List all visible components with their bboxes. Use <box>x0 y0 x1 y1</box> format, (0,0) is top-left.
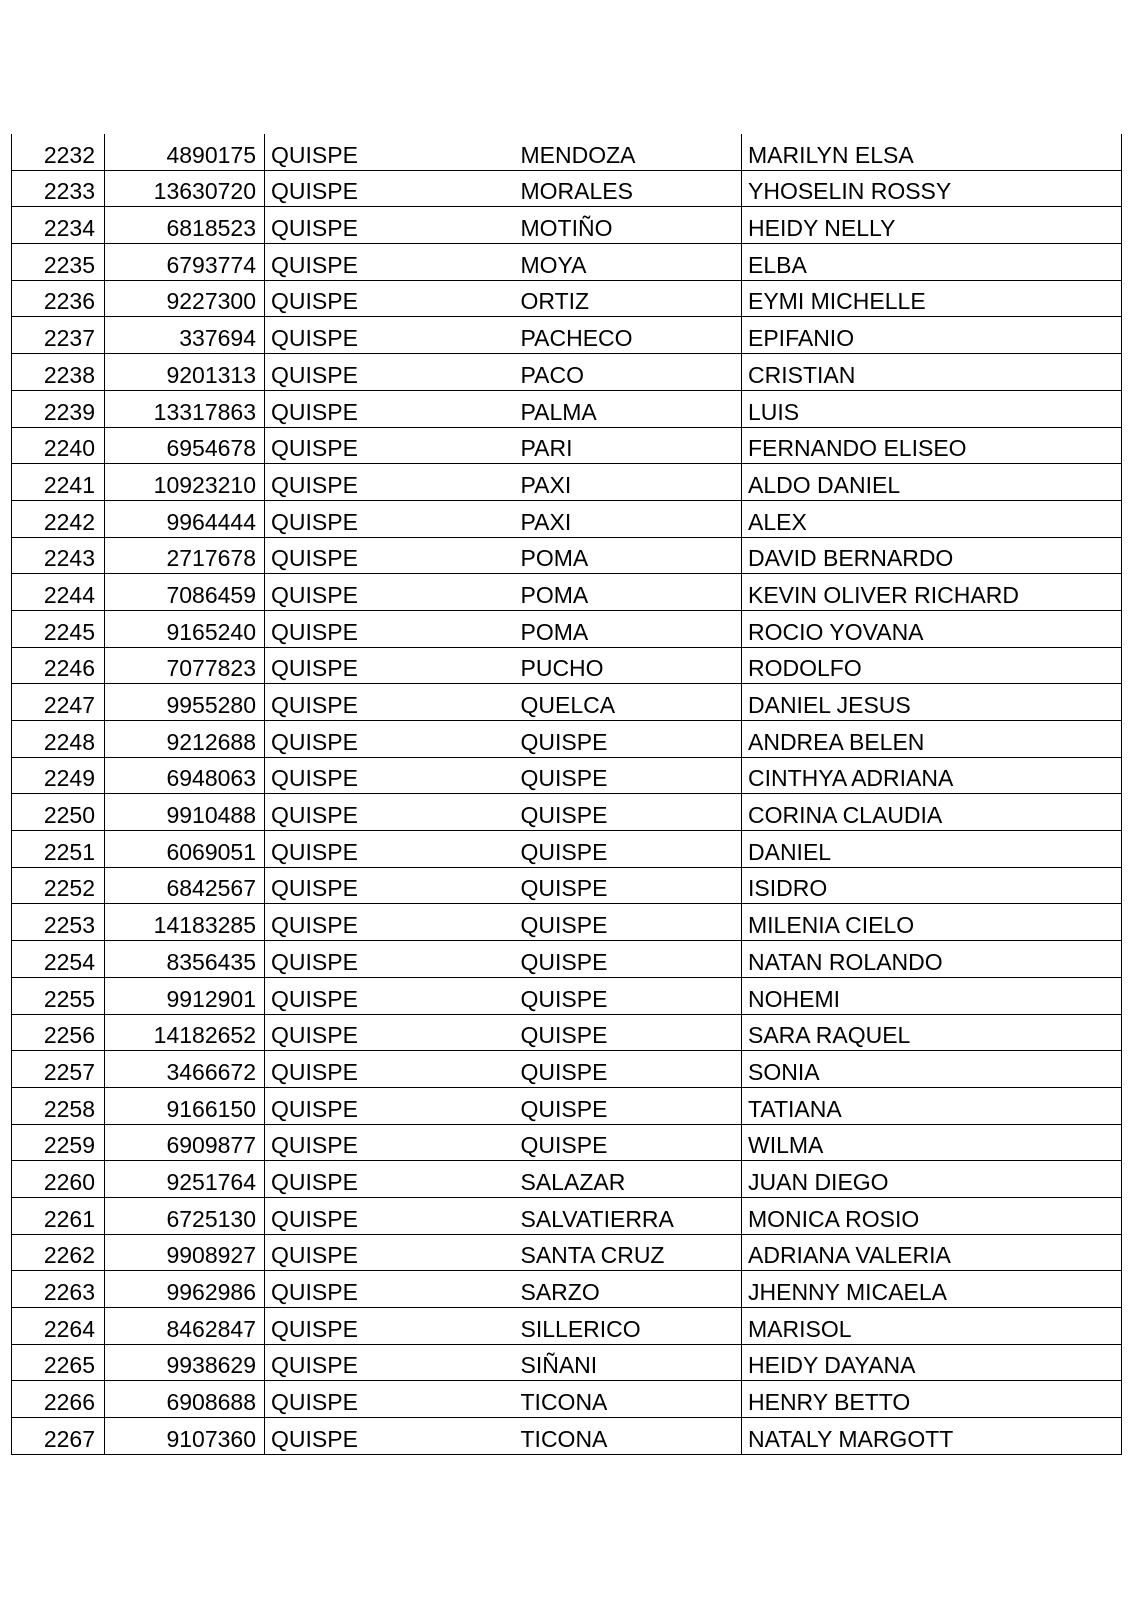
given-names-cell: NOHEMI <box>742 977 1122 1014</box>
given-names-cell: HEIDY NELLY <box>742 207 1122 244</box>
given-names-cell: YHOSELIN ROSSY <box>742 170 1122 207</box>
table-row <box>12 1161 1122 1198</box>
second-surname-cell: POMA <box>515 574 742 611</box>
row-number-cell: 2239 <box>12 390 105 427</box>
table-row <box>12 1271 1122 1308</box>
id-number-cell: 10923210 <box>105 464 265 501</box>
first-surname-cell: QUISPE <box>265 684 515 721</box>
given-names-cell: DAVID BERNARDO <box>742 537 1122 574</box>
given-names-cell: ALEX <box>742 500 1122 537</box>
second-surname-cell: PUCHO <box>515 647 742 684</box>
second-surname-cell: ORTIZ <box>515 280 742 317</box>
second-surname-cell: QUISPE <box>515 1124 742 1161</box>
id-number-cell: 9166150 <box>105 1087 265 1124</box>
first-surname-cell: QUISPE <box>265 537 515 574</box>
table-row <box>12 1087 1122 1124</box>
first-surname-cell: QUISPE <box>265 464 515 501</box>
table-row <box>12 207 1122 244</box>
given-names-cell: NATAN ROLANDO <box>742 941 1122 978</box>
given-names-cell: MONICA ROSIO <box>742 1197 1122 1234</box>
row-number-cell: 2266 <box>12 1381 105 1418</box>
row-number-cell: 2234 <box>12 207 105 244</box>
table-row <box>12 317 1122 354</box>
given-names-cell: HEIDY DAYANA <box>742 1344 1122 1381</box>
table-row <box>12 977 1122 1014</box>
row-number-cell: 2256 <box>12 1014 105 1051</box>
second-surname-cell: QUISPE <box>515 831 742 868</box>
table-row <box>12 500 1122 537</box>
table-row <box>12 1051 1122 1088</box>
row-number-cell: 2241 <box>12 464 105 501</box>
first-surname-cell: QUISPE <box>265 977 515 1014</box>
table-row <box>12 1308 1122 1345</box>
id-number-cell: 6908688 <box>105 1381 265 1418</box>
first-surname-cell: QUISPE <box>265 721 515 758</box>
row-number-cell: 2258 <box>12 1087 105 1124</box>
row-number-cell: 2235 <box>12 244 105 281</box>
first-surname-cell: QUISPE <box>265 170 515 207</box>
given-names-cell: DANIEL JESUS <box>742 684 1122 721</box>
id-number-cell: 14183285 <box>105 904 265 941</box>
first-surname-cell: QUISPE <box>265 757 515 794</box>
first-surname-cell: QUISPE <box>265 500 515 537</box>
second-surname-cell: PACO <box>515 354 742 391</box>
table-row <box>12 757 1122 794</box>
row-number-cell: 2251 <box>12 831 105 868</box>
id-number-cell: 8356435 <box>105 941 265 978</box>
id-number-cell: 9938629 <box>105 1344 265 1381</box>
first-surname-cell: QUISPE <box>265 610 515 647</box>
second-surname-cell: QUISPE <box>515 1014 742 1051</box>
table-row <box>12 1124 1122 1161</box>
row-number-cell: 2237 <box>12 317 105 354</box>
first-surname-cell: QUISPE <box>265 867 515 904</box>
table-row <box>12 1344 1122 1381</box>
first-surname-cell: QUISPE <box>265 1418 515 1455</box>
second-surname-cell: QUISPE <box>515 867 742 904</box>
given-names-cell: ELBA <box>742 244 1122 281</box>
table-row <box>12 170 1122 207</box>
table-row <box>12 1418 1122 1455</box>
given-names-cell: TATIANA <box>742 1087 1122 1124</box>
row-number-cell: 2259 <box>12 1124 105 1161</box>
given-names-cell: ISIDRO <box>742 867 1122 904</box>
id-number-cell: 9251764 <box>105 1161 265 1198</box>
given-names-cell: CRISTIAN <box>742 354 1122 391</box>
first-surname-cell: QUISPE <box>265 904 515 941</box>
second-surname-cell: SARZO <box>515 1271 742 1308</box>
table-row <box>12 244 1122 281</box>
first-surname-cell: QUISPE <box>265 1124 515 1161</box>
table-row <box>12 831 1122 868</box>
first-surname-cell: QUISPE <box>265 831 515 868</box>
table-row <box>12 390 1122 427</box>
given-names-cell: ALDO DANIEL <box>742 464 1122 501</box>
second-surname-cell: QUISPE <box>515 794 742 831</box>
table-row <box>12 1197 1122 1234</box>
table-row <box>12 464 1122 501</box>
second-surname-cell: SANTA CRUZ <box>515 1234 742 1271</box>
id-number-cell: 9107360 <box>105 1418 265 1455</box>
table-row <box>12 1234 1122 1271</box>
given-names-cell: JUAN DIEGO <box>742 1161 1122 1198</box>
table-row <box>12 1381 1122 1418</box>
table-row <box>12 354 1122 391</box>
given-names-cell: CINTHYA ADRIANA <box>742 757 1122 794</box>
second-surname-cell: QUISPE <box>515 977 742 1014</box>
given-names-cell: JHENNY MICAELA <box>742 1271 1122 1308</box>
table-row <box>12 134 1122 170</box>
id-number-cell: 6948063 <box>105 757 265 794</box>
id-number-cell: 6909877 <box>105 1124 265 1161</box>
given-names-cell: HENRY BETTO <box>742 1381 1122 1418</box>
given-names-cell: FERNANDO ELISEO <box>742 427 1122 464</box>
table-row <box>12 867 1122 904</box>
second-surname-cell: TICONA <box>515 1418 742 1455</box>
row-number-cell: 2254 <box>12 941 105 978</box>
given-names-cell: ADRIANA VALERIA <box>742 1234 1122 1271</box>
id-number-cell: 6842567 <box>105 867 265 904</box>
id-number-cell: 7086459 <box>105 574 265 611</box>
second-surname-cell: PAXI <box>515 500 742 537</box>
row-number-cell: 2245 <box>12 610 105 647</box>
first-surname-cell: QUISPE <box>265 1087 515 1124</box>
id-number-cell: 6818523 <box>105 207 265 244</box>
given-names-cell: ANDREA BELEN <box>742 721 1122 758</box>
row-number-cell: 2243 <box>12 537 105 574</box>
row-number-cell: 2263 <box>12 1271 105 1308</box>
second-surname-cell: PAXI <box>515 464 742 501</box>
row-number-cell: 2238 <box>12 354 105 391</box>
first-surname-cell: QUISPE <box>265 1161 515 1198</box>
first-surname-cell: QUISPE <box>265 354 515 391</box>
given-names-cell: EPIFANIO <box>742 317 1122 354</box>
second-surname-cell: QUELCA <box>515 684 742 721</box>
id-number-cell: 6069051 <box>105 831 265 868</box>
id-number-cell: 9962986 <box>105 1271 265 1308</box>
first-surname-cell: QUISPE <box>265 207 515 244</box>
records-table <box>11 134 1122 1455</box>
id-number-cell: 9908927 <box>105 1234 265 1271</box>
first-surname-cell: QUISPE <box>265 1381 515 1418</box>
id-number-cell: 9227300 <box>105 280 265 317</box>
row-number-cell: 2236 <box>12 280 105 317</box>
given-names-cell: RODOLFO <box>742 647 1122 684</box>
second-surname-cell: QUISPE <box>515 1087 742 1124</box>
id-number-cell: 3466672 <box>105 1051 265 1088</box>
id-number-cell: 13317863 <box>105 390 265 427</box>
second-surname-cell: SILLERICO <box>515 1308 742 1345</box>
given-names-cell: SONIA <box>742 1051 1122 1088</box>
first-surname-cell: QUISPE <box>265 1014 515 1051</box>
row-number-cell: 2233 <box>12 170 105 207</box>
row-number-cell: 2247 <box>12 684 105 721</box>
first-surname-cell: QUISPE <box>265 647 515 684</box>
id-number-cell: 337694 <box>105 317 265 354</box>
table-row <box>12 684 1122 721</box>
row-number-cell: 2232 <box>12 134 105 170</box>
row-number-cell: 2253 <box>12 904 105 941</box>
given-names-cell: MARISOL <box>742 1308 1122 1345</box>
id-number-cell: 6725130 <box>105 1197 265 1234</box>
first-surname-cell: QUISPE <box>265 134 515 170</box>
table-row <box>12 610 1122 647</box>
given-names-cell: KEVIN OLIVER RICHARD <box>742 574 1122 611</box>
first-surname-cell: QUISPE <box>265 1308 515 1345</box>
second-surname-cell: POMA <box>515 537 742 574</box>
given-names-cell: CORINA CLAUDIA <box>742 794 1122 831</box>
second-surname-cell: QUISPE <box>515 1051 742 1088</box>
first-surname-cell: QUISPE <box>265 1271 515 1308</box>
given-names-cell: SARA RAQUEL <box>742 1014 1122 1051</box>
id-number-cell: 9955280 <box>105 684 265 721</box>
id-number-cell: 6954678 <box>105 427 265 464</box>
table-row <box>12 574 1122 611</box>
row-number-cell: 2242 <box>12 500 105 537</box>
second-surname-cell: MOTIÑO <box>515 207 742 244</box>
given-names-cell: EYMI MICHELLE <box>742 280 1122 317</box>
table-row <box>12 280 1122 317</box>
second-surname-cell: TICONA <box>515 1381 742 1418</box>
second-surname-cell: MENDOZA <box>515 134 742 170</box>
id-number-cell: 2717678 <box>105 537 265 574</box>
second-surname-cell: MOYA <box>515 244 742 281</box>
given-names-cell: WILMA <box>742 1124 1122 1161</box>
first-surname-cell: QUISPE <box>265 244 515 281</box>
table-row <box>12 721 1122 758</box>
first-surname-cell: QUISPE <box>265 390 515 427</box>
given-names-cell: DANIEL <box>742 831 1122 868</box>
given-names-cell: MILENIA CIELO <box>742 904 1122 941</box>
row-number-cell: 2255 <box>12 977 105 1014</box>
id-number-cell: 9910488 <box>105 794 265 831</box>
table-row <box>12 1014 1122 1051</box>
row-number-cell: 2265 <box>12 1344 105 1381</box>
first-surname-cell: QUISPE <box>265 1234 515 1271</box>
second-surname-cell: QUISPE <box>515 721 742 758</box>
table-row <box>12 427 1122 464</box>
id-number-cell: 7077823 <box>105 647 265 684</box>
first-surname-cell: QUISPE <box>265 280 515 317</box>
table-row <box>12 904 1122 941</box>
records-table-body <box>12 134 1122 1454</box>
second-surname-cell: SALAZAR <box>515 1161 742 1198</box>
first-surname-cell: QUISPE <box>265 941 515 978</box>
first-surname-cell: QUISPE <box>265 1197 515 1234</box>
row-number-cell: 2250 <box>12 794 105 831</box>
table-row <box>12 941 1122 978</box>
second-surname-cell: SIÑANI <box>515 1344 742 1381</box>
first-surname-cell: QUISPE <box>265 1344 515 1381</box>
id-number-cell: 9912901 <box>105 977 265 1014</box>
row-number-cell: 2249 <box>12 757 105 794</box>
row-number-cell: 2264 <box>12 1308 105 1345</box>
row-number-cell: 2240 <box>12 427 105 464</box>
row-number-cell: 2248 <box>12 721 105 758</box>
first-surname-cell: QUISPE <box>265 427 515 464</box>
id-number-cell: 6793774 <box>105 244 265 281</box>
table-row <box>12 647 1122 684</box>
second-surname-cell: PALMA <box>515 390 742 427</box>
row-number-cell: 2267 <box>12 1418 105 1455</box>
id-number-cell: 13630720 <box>105 170 265 207</box>
id-number-cell: 9201313 <box>105 354 265 391</box>
first-surname-cell: QUISPE <box>265 794 515 831</box>
given-names-cell: MARILYN ELSA <box>742 134 1122 170</box>
second-surname-cell: QUISPE <box>515 904 742 941</box>
second-surname-cell: MORALES <box>515 170 742 207</box>
second-surname-cell: PARI <box>515 427 742 464</box>
table-row <box>12 794 1122 831</box>
first-surname-cell: QUISPE <box>265 317 515 354</box>
row-number-cell: 2246 <box>12 647 105 684</box>
given-names-cell: NATALY MARGOTT <box>742 1418 1122 1455</box>
id-number-cell: 9212688 <box>105 721 265 758</box>
second-surname-cell: QUISPE <box>515 757 742 794</box>
second-surname-cell: SALVATIERRA <box>515 1197 742 1234</box>
given-names-cell: ROCIO YOVANA <box>742 610 1122 647</box>
id-number-cell: 14182652 <box>105 1014 265 1051</box>
table-row <box>12 537 1122 574</box>
row-number-cell: 2262 <box>12 1234 105 1271</box>
second-surname-cell: PACHECO <box>515 317 742 354</box>
row-number-cell: 2257 <box>12 1051 105 1088</box>
second-surname-cell: QUISPE <box>515 941 742 978</box>
first-surname-cell: QUISPE <box>265 1051 515 1088</box>
id-number-cell: 9964444 <box>105 500 265 537</box>
given-names-cell: LUIS <box>742 390 1122 427</box>
row-number-cell: 2252 <box>12 867 105 904</box>
id-number-cell: 8462847 <box>105 1308 265 1345</box>
id-number-cell: 4890175 <box>105 134 265 170</box>
first-surname-cell: QUISPE <box>265 574 515 611</box>
row-number-cell: 2260 <box>12 1161 105 1198</box>
id-number-cell: 9165240 <box>105 610 265 647</box>
row-number-cell: 2244 <box>12 574 105 611</box>
row-number-cell: 2261 <box>12 1197 105 1234</box>
second-surname-cell: POMA <box>515 610 742 647</box>
